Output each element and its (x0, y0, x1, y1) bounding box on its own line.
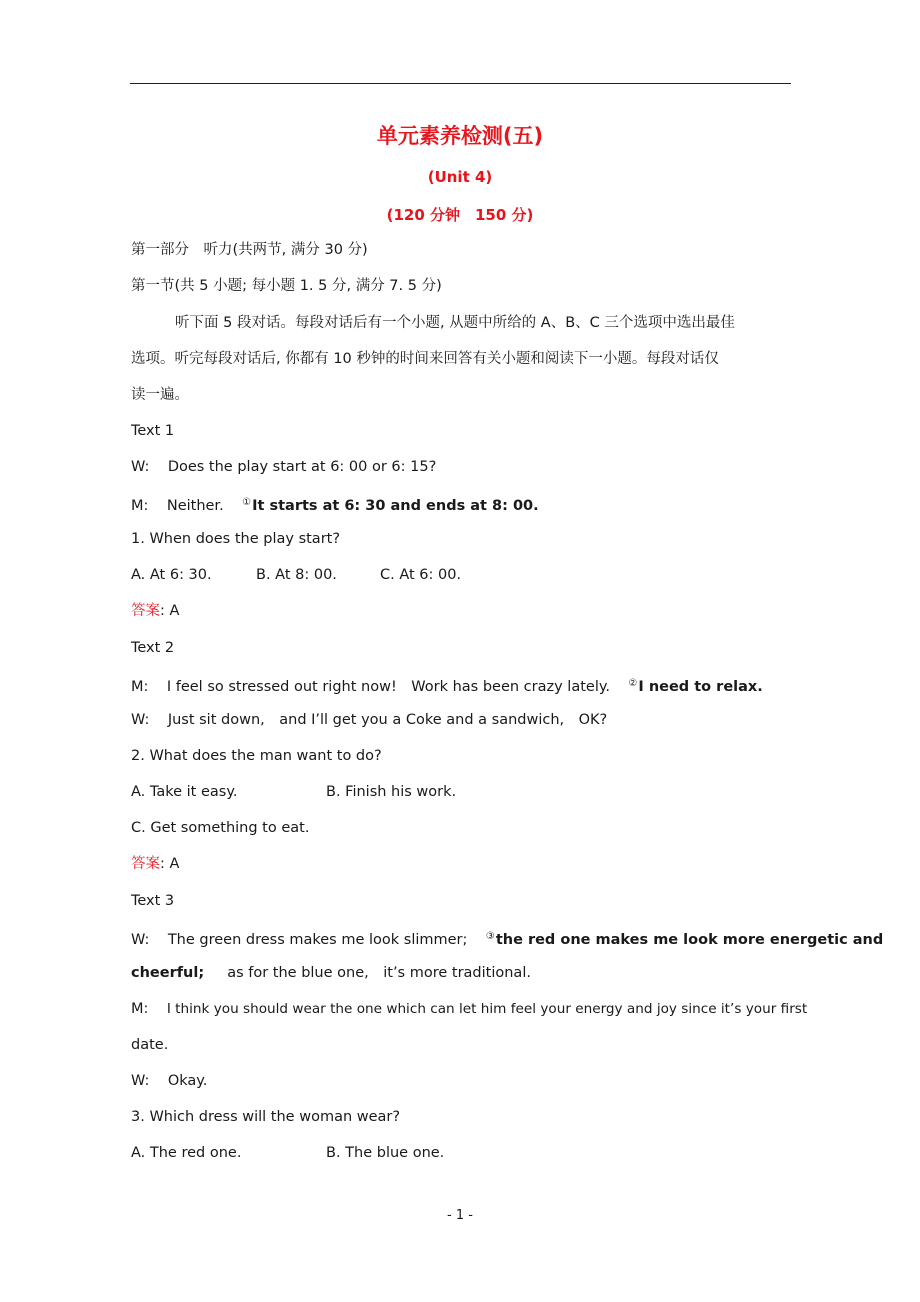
option-c: C. At 6: 00. (380, 567, 462, 583)
text1-label: Text 1 (131, 423, 175, 439)
highlighted-answer-text: It starts at 6: 30 and ends at 8: 00. (252, 498, 539, 514)
option-b: B. Finish his work. (326, 784, 457, 800)
dialogue-text: Neither. (166, 498, 224, 514)
speaker-label: M: (131, 679, 149, 695)
answer-label: 答案 (131, 603, 160, 619)
answer-2 (131, 854, 179, 874)
option-b: B. The blue one. (326, 1145, 445, 1161)
dialogue-text: Okay. (167, 1073, 208, 1089)
page-title: 单元素养检测(五) (376, 124, 544, 148)
text2-m-line (131, 674, 763, 697)
speaker-label: W: (131, 712, 150, 728)
exam-meta: (120 分钟 150 分) (386, 206, 534, 224)
highlighted-answer-text: the red one makes me look more energetic and (495, 932, 884, 948)
option-a: A. Take it easy. (131, 784, 238, 800)
circled-number-marker: ③ (485, 931, 495, 942)
highlighted-answer-text: cheerful; (131, 965, 205, 981)
question-2-option-c: C. Get something to eat. (131, 820, 310, 836)
question-2-options (131, 782, 456, 802)
dialogue-text: The green dress makes me look slimmer; (167, 932, 468, 948)
text2-w-line (131, 710, 607, 730)
dialogue-text: as for the blue one, it’s more traditional. (227, 965, 531, 981)
question-3: 3. Which dress will the woman wear? (131, 1109, 401, 1125)
circled-number-marker: ① (242, 497, 252, 508)
page-number: - 1 - (447, 1208, 473, 1223)
header-rule (130, 83, 791, 84)
section-heading: 第一节(共 5 小题; 每小题 1. 5 分, 满分 7. 5 分) (131, 278, 442, 294)
text3-m-line-cont: date. (131, 1037, 169, 1053)
text1-w-line (131, 457, 436, 477)
answer-value: : A (160, 603, 180, 619)
text3-w-line (131, 927, 883, 950)
speaker-label: W: (131, 1073, 150, 1089)
text3-label: Text 3 (131, 893, 175, 909)
answer-value: : A (160, 856, 180, 872)
dialogue-text: I feel so stressed out right now! Work has been crazy lately. (166, 679, 610, 695)
text3-w2-line (131, 1071, 207, 1091)
highlighted-answer-text: I need to relax. (638, 679, 763, 695)
option-a: A. The red one. (131, 1145, 242, 1161)
speaker-label: W: (131, 459, 150, 475)
part-heading: 第一部分 听力(共两节, 满分 30 分) (131, 242, 368, 258)
text2-label: Text 2 (131, 640, 175, 656)
dialogue-text: Just sit down, and I’ll get you a Coke and a sandwich, OK? (167, 712, 608, 728)
option-b: B. At 8: 00. (256, 567, 337, 583)
question-2: 2. What does the man want to do? (131, 748, 382, 764)
speaker-label: M: (131, 1001, 149, 1017)
question-1: 1. When does the play start? (131, 531, 341, 547)
question-3-options (131, 1143, 444, 1163)
option-a: A. At 6: 30. (131, 567, 212, 583)
text1-m-line (131, 493, 539, 516)
answer-1 (131, 601, 179, 621)
circled-number-marker: ② (628, 678, 638, 689)
question-1-options (131, 565, 461, 585)
speaker-label: W: (131, 932, 150, 948)
dialogue-text: Does the play start at 6: 00 or 6: 15? (167, 459, 437, 475)
unit-label: (Unit 4) (427, 168, 493, 186)
dialogue-text: I think you should wear the one which can let him feel your energy and joy since it’s your first (166, 1001, 808, 1017)
instructions-line-2: 选项。听完每段对话后, 你都有 10 秒钟的时间来回答有关小题和阅读下一小题。每段对话仅 (131, 351, 719, 367)
answer-label: 答案 (131, 856, 160, 872)
instructions-line-3: 读一遍。 (131, 387, 189, 403)
text3-w-line-cont (131, 963, 531, 983)
instructions-line-1: 听下面 5 段对话。每段对话后有一个小题, 从题中所给的 A、B、C 三个选项中选出最佳 (175, 315, 735, 331)
speaker-label: M: (131, 498, 149, 514)
text3-m-line (131, 999, 807, 1019)
